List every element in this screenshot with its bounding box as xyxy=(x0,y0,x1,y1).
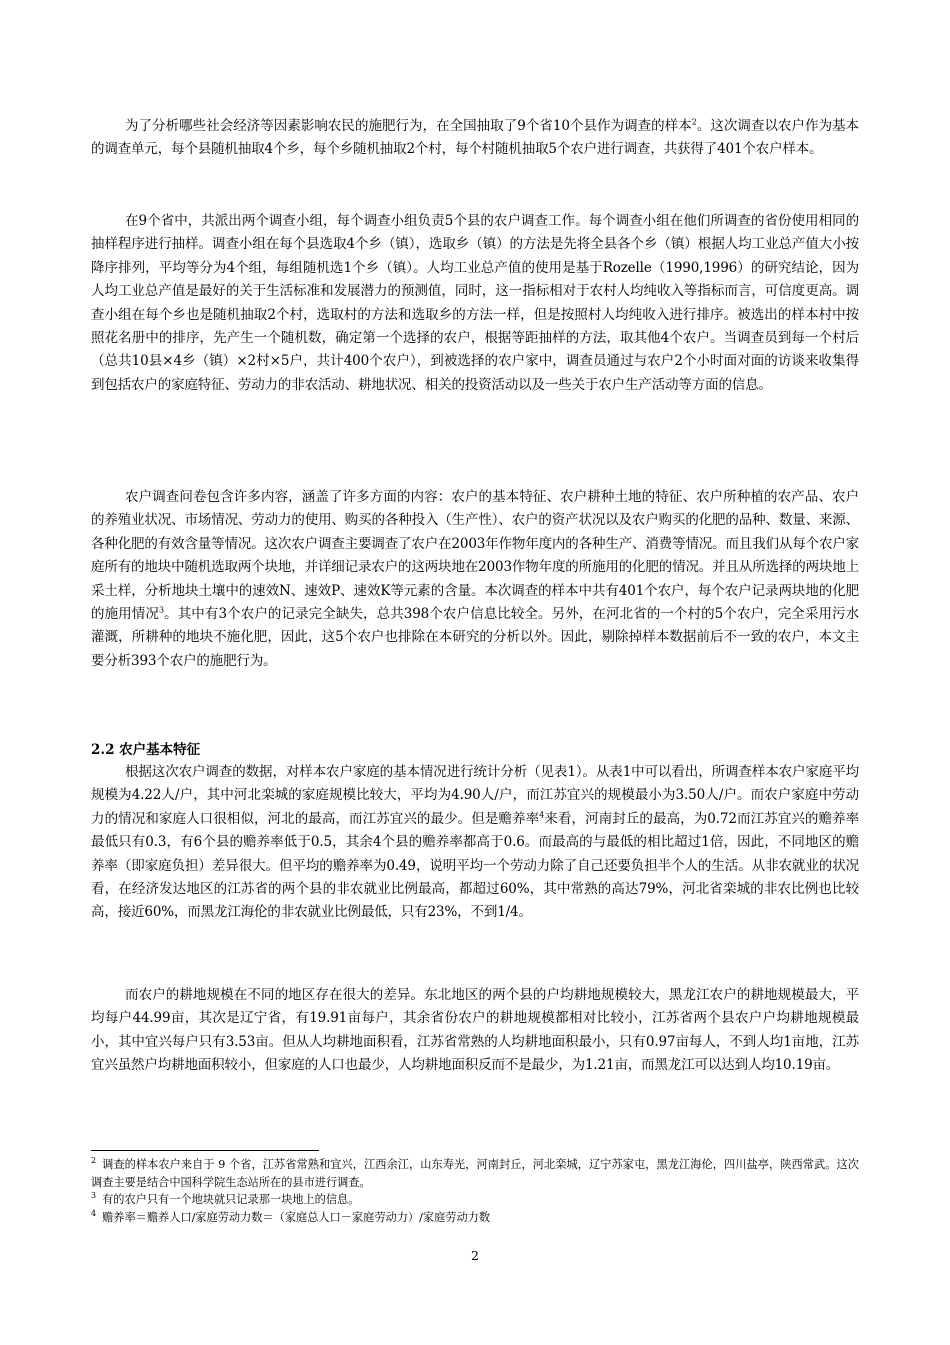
footnote-ref-3[interactable]: 3 xyxy=(158,605,164,615)
footnotes xyxy=(91,1156,859,1226)
paragraph-text: 根据这次农户调查的数据，对样本农户家庭的基本情况进行统计分析（见表1）。从表1中可以看出，所调查样本农户家庭平均规模为4.22人/户，其中河北栾城的家庭规模比较大，平均为4.90人/户，而江苏宜兴的规模最小为3.50人/户。而农户家庭中劳动力的情况和家庭人口很相似，河北的最高，而江苏宜兴的最少。但是赡养率 xyxy=(91,764,859,827)
footnote-mark: 3 xyxy=(91,1191,97,1201)
paragraph-sampling-overview xyxy=(91,115,859,162)
paragraph-text: 农户调查问卷包含许多内容，涵盖了许多方面的内容：农户的基本特征、农户耕种土地的特征、农户所种植的农产品、农户的养殖业状况、市场情况、劳动力的使用、购买的各种投入（生产性）、农户的资产状况以及农户购买的化肥的品种、数量、来源、各种化肥的有效含量等情况。这次农户调查主要调查了农户在2003年作物年度内的各种生产、消费等情况。而且我们从每个农户家庭所有的地块中随机选取两个块地，并详细记录农户的这两块地在2003作物年度的所施用的化肥的情况。并且从所选择的两块地上采土样，分析地块土壤中的速效N、速效P、速效K等元素的含量。本次调查的样本中共有401个农户，每个农户记录两块地的化肥的施用情况 xyxy=(91,489,860,623)
paragraph-survey-procedure xyxy=(91,210,859,397)
footnote-3 xyxy=(91,1191,859,1209)
footnote-ref-2[interactable]: 2 xyxy=(691,117,697,127)
footnote-text: 调查的样本农户来自于 9 个省，江苏省常熟和宜兴，江西余江，山东寿光，河南封丘，河北栾城，辽宁苏家屯，黑龙江海伦，四川盐亭，陕西常武。这次调查主要是结合中国科学院生态站所在的县市进行调查。 xyxy=(91,1158,859,1189)
paragraph-farmland-scale xyxy=(91,984,859,1078)
footnote-text: 有的农户只有一个地块就只记录那一块地上的信息。 xyxy=(102,1193,360,1206)
footnote-mark: 4 xyxy=(91,1208,97,1218)
paragraph-household-characteristics xyxy=(91,761,859,925)
paragraph-text: 。其中有3个农户的记录完全缺失，总共398个农户信息比较全。另外，在河北省的一个村的5个农户，完全采用污水灌溉，所耕种的地块不施化肥，因此，这5个农户也排除在本研究的分析以外。因此，剔除掉样本数据前后不一致的农户，本文主要分析393个农户的施肥行为。 xyxy=(91,606,859,669)
paragraph-questionnaire xyxy=(91,486,859,673)
footnote-2 xyxy=(91,1156,859,1191)
paragraph-text: 。这次调查以农户作为基本的调查单元，每个县随机抽取4个乡，每个乡随机抽取2个村，每个村随机抽取5个农户进行调查，共获得了401个农户样本。 xyxy=(91,118,859,158)
footnote-mark: 2 xyxy=(91,1156,97,1166)
footnote-4 xyxy=(91,1209,859,1227)
section-heading: 2.2 农户基本特征 xyxy=(91,742,201,758)
paragraph-text: 在9个省中，共派出两个调查小组，每个调查小组负责5个县的农户调查工作。每个调查小组在他们所调查的省份使用相同的抽样程序进行抽样。调查小组在每个县选取4个乡（镇），选取乡（镇）的方法是先将全县各个乡（镇）根据人均工业总产值大小按降序排列，平均等分为4个组，每组随机选1个乡（镇）。人均工业总产值的使用是基于Rozelle（1990,1996）的研究结论，因为人均工业总产值是最好的关于生活标准和发展潜力的预测值，同时，这一指标相对于农村人均纯收入等指标而言，可信度更高。调查小组在每个乡也是随机抽取2个村，选取村的方法和选取乡的方法一样，但是按照村人均纯收入进行排序。被选出的样本村中按照花名册中的排序，先产生一个随机数，确定第一个选择的农户，根据等距抽样的方法，取其他4个农户。当调查员到每一个村后（总共10县×4乡（镇）×2村×5户，共计400个农户），到被选择的农户家中，调查员通过与农户2个小时面对面的访谈来收集得到包括农户的家庭特征、劳动力的非农活动、耕地状况、相关的投资活动以及一些关于农户生产活动等方面的信息。 xyxy=(91,213,859,393)
page-number: 2 xyxy=(471,1248,479,1263)
footnote-text: 赡养率＝赡养人口/家庭劳动力数＝（家庭总人口－家庭劳动力）/家庭劳动力数 xyxy=(102,1210,491,1224)
footnote-ref-4[interactable]: 4 xyxy=(539,810,545,820)
paragraph-text: 来看，河南封丘的最高，为0.72而江苏宜兴的赡养率最低只有0.3，有6个县的赡养率低于0.5，其余4个县的赡养率都高于0.6。而最高的与最低的相比超过1倍，因此，不同地区的赡养率（即家庭负担）差异很大。但平均的赡养率为0.49，说明平均一个劳动力除了自己还要负担半个人的生活。从非农就业的状况看，在经济发达地区的江苏省的两个县的非农就业比例最高，都超过60%，其中常熟的高达79%，河北省栾城的非农比例也比较高，接近60%，而黑龙江海伦的非农就业比例最低，只有23%，不到1/4。 xyxy=(91,810,859,921)
paragraph-text: 而农户的耕地规模在不同的地区存在很大的差异。东北地区的两个县的户均耕地规模较大，黑龙江农户的耕地规模最大，平均每户44.99亩，其次是辽宁省，有19.91亩每户，其余省份农户的耕地规模都相对比较小，江苏省两个县农户户均耕地规模最小，其中宜兴每户只有3.53亩。但从人均耕地面积看，江苏省常熟的人均耕地面积最小，只有0.97亩每人，不到人均1亩地，江苏宜兴虽然户均耕地面积较小，但家庭的人口也最少，人均耕地面积反而不是最少，为1.21亩，而黑龙江可以达到人均10.19亩。 xyxy=(91,987,859,1074)
footnote-divider xyxy=(91,1150,319,1151)
paragraph-text: 为了分析哪些社会经济等因素影响农民的施肥行为，在全国抽取了9个省10个县作为调查的样本 xyxy=(125,118,692,134)
